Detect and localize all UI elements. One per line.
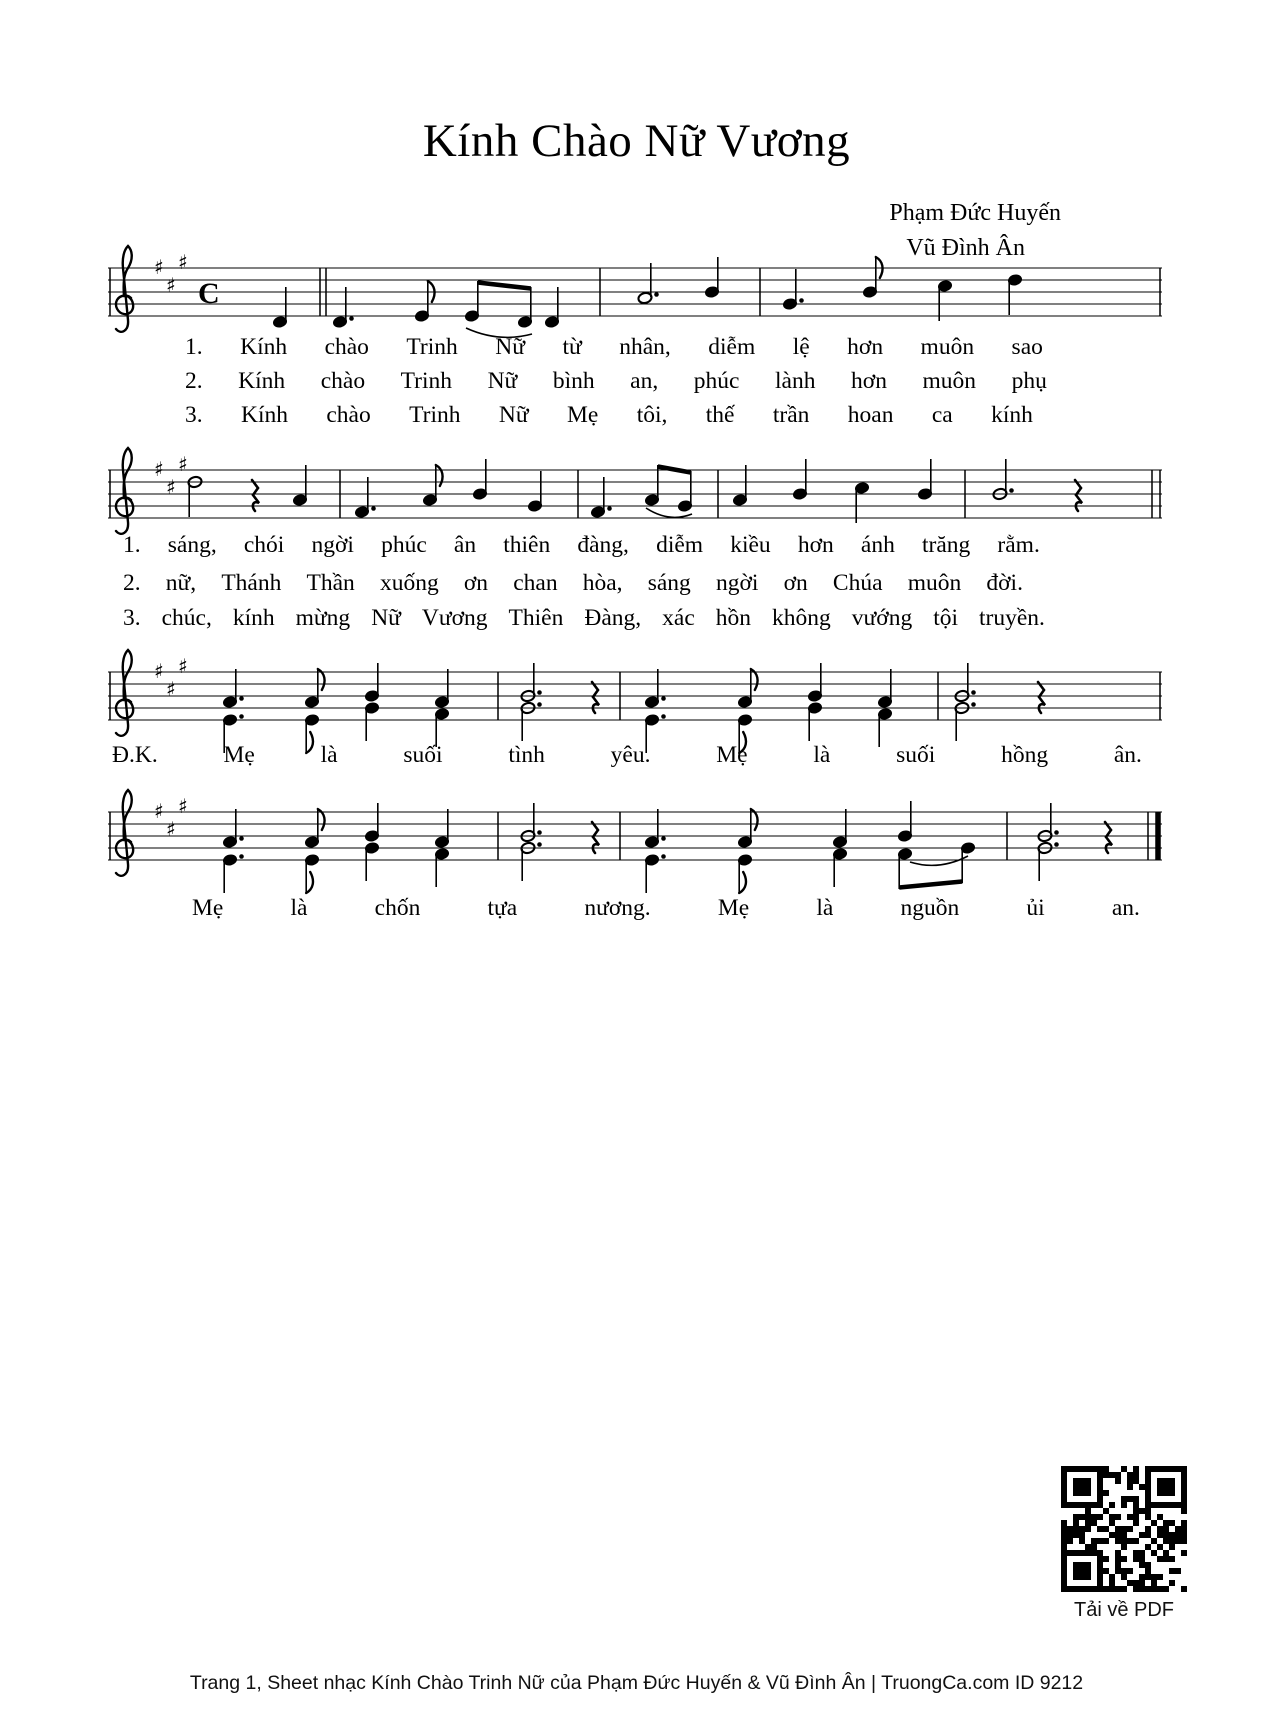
- lyric-word: muôn: [922, 368, 977, 394]
- lyric-word: chúc,: [161, 605, 212, 631]
- lyric-word: lệ: [792, 334, 810, 360]
- svg-text:♯: ♯: [166, 677, 176, 701]
- lyric-word: vướng: [851, 605, 913, 631]
- composer-1: Phạm Đức Huyến: [889, 200, 1061, 226]
- lyric-word: yêu.: [610, 742, 651, 768]
- lyric-word: Mẹ: [223, 742, 255, 768]
- lyric-word: phúc: [381, 532, 427, 558]
- lyric-word: đời.: [986, 570, 1023, 596]
- svg-text:♯: ♯: [154, 799, 164, 823]
- page-footer: Trang 1, Sheet nhạc Kính Chào Trinh Nữ của Phạm Đức Huyến & Vũ Đình Ân | TruongCa.com ID 9212: [189, 1672, 1084, 1694]
- lyric-word: Vương: [421, 605, 488, 631]
- lyric-word: bình: [552, 368, 595, 394]
- lyric-word: Kính: [238, 368, 286, 394]
- lyric-word: nguồn: [900, 895, 960, 921]
- lyric-word: Thánh: [221, 570, 282, 596]
- lyric-word: xác: [662, 605, 695, 631]
- lyric-word: kính: [991, 402, 1033, 428]
- lyric-word: Kính: [241, 402, 288, 428]
- lyric-word: suối: [896, 742, 936, 768]
- lyric-word: nữ,: [165, 570, 197, 596]
- lyric-word: chan: [513, 570, 558, 596]
- lyric-word: là: [320, 742, 338, 768]
- lyric-word: tình: [508, 742, 545, 768]
- lyric-word: rằm.: [997, 532, 1040, 558]
- lyric-word: Kính: [240, 334, 288, 360]
- lyric-word: an.: [1111, 895, 1140, 921]
- lyric-word: thế: [705, 402, 735, 428]
- lyric-word: phúc: [693, 368, 740, 394]
- lyric-word: diễm: [708, 334, 756, 360]
- verse-number: 1.: [185, 334, 203, 360]
- lyric-word: xuống: [379, 570, 439, 596]
- lyric-word: ngời: [311, 532, 354, 558]
- svg-text:♯: ♯: [166, 273, 176, 297]
- lyric-word: ơn: [783, 570, 808, 596]
- lyric-word: nhân,: [619, 334, 671, 360]
- lyric-word: chói: [243, 532, 285, 558]
- lyric-word: ca: [931, 402, 953, 428]
- lyric-word: ngời: [715, 570, 759, 596]
- verse-number: 3.: [123, 605, 141, 631]
- lyric-word: tội: [933, 605, 959, 631]
- lyric-word: muôn: [920, 334, 975, 360]
- lyric-word: ủi: [1026, 895, 1045, 921]
- lyric-word: chào: [320, 368, 366, 394]
- lyric-word: hoan: [847, 402, 894, 428]
- verse-number: Đ.K.: [112, 742, 158, 768]
- lyric-word: Trinh: [400, 368, 453, 394]
- lyric-word: ân.: [1113, 742, 1142, 768]
- svg-text:♯: ♯: [154, 659, 164, 683]
- lyric-word: Đàng,: [584, 605, 642, 631]
- lyric-word: là: [290, 895, 308, 921]
- lyric-word: tôi,: [636, 402, 668, 428]
- lyric-word: thiên: [503, 532, 551, 558]
- composer-2: Vũ Đình Ân: [906, 235, 1025, 261]
- lyric-word: Trinh: [406, 334, 458, 360]
- lyric-word: là: [816, 895, 834, 921]
- verse-number: 2.: [185, 368, 203, 394]
- lyric-word: phụ: [1011, 368, 1047, 394]
- svg-text:♯: ♯: [178, 794, 188, 818]
- lyric-word: Nữ: [371, 605, 401, 631]
- lyric-word: trăng: [921, 532, 971, 558]
- svg-text:♯: ♯: [178, 452, 188, 476]
- lyric-word: kiều: [730, 532, 771, 558]
- svg-text:♯: ♯: [178, 250, 188, 274]
- svg-text:♯: ♯: [166, 817, 176, 841]
- lyric-line: [123, 570, 1023, 597]
- lyric-word: Nữ: [487, 368, 518, 394]
- lyric-word: Mẹ: [566, 402, 599, 428]
- lyric-word: trần: [772, 402, 810, 428]
- lyric-word: muôn: [907, 570, 962, 596]
- lyric-word: an,: [630, 368, 659, 394]
- lyric-line: [185, 402, 1033, 429]
- lyric-word: chào: [324, 334, 369, 360]
- lyric-word: nương.: [584, 895, 651, 921]
- lyric-word: từ: [562, 334, 582, 360]
- lyric-word: Chúa: [832, 570, 883, 596]
- lyric-word: Thần: [306, 570, 355, 596]
- lyric-word: suối: [403, 742, 443, 768]
- qr-code[interactable]: [1061, 1466, 1187, 1592]
- lyric-word: mừng: [295, 605, 351, 631]
- lyric-word: Trinh: [409, 402, 461, 428]
- qr-pdf-download[interactable]: [1060, 1466, 1188, 1622]
- lyric-word: không: [772, 605, 831, 631]
- lyric-word: sáng,: [167, 532, 217, 558]
- lyric-word: đàng,: [577, 532, 629, 558]
- svg-text:♯: ♯: [178, 654, 188, 678]
- verse-number: 2.: [123, 570, 141, 596]
- lyric-word: lành: [775, 368, 816, 394]
- verse-number: 3.: [185, 402, 203, 428]
- lyric-word: Mẹ: [717, 895, 750, 921]
- lyric-word: kính: [232, 605, 275, 631]
- lyric-word: chào: [326, 402, 371, 428]
- lyric-word: chốn: [374, 895, 421, 921]
- svg-text:C: C: [198, 277, 220, 310]
- lyric-word: hòa,: [582, 570, 623, 596]
- lyric-word: sao: [1011, 334, 1043, 360]
- svg-text:♯: ♯: [154, 457, 164, 481]
- lyric-word: diễm: [656, 532, 704, 558]
- lyric-word: hơn: [851, 368, 887, 394]
- lyric-word: tựa: [487, 895, 518, 921]
- lyric-word: truyền.: [979, 605, 1045, 631]
- svg-text:♯: ♯: [154, 255, 164, 279]
- lyric-word: Nữ: [495, 334, 525, 360]
- lyric-word: ân: [453, 532, 477, 558]
- lyric-word: ơn: [463, 570, 489, 596]
- page-title: Kính Chào Nữ Vương: [422, 115, 851, 167]
- lyric-line: [123, 532, 1040, 559]
- lyric-word: hồng: [1001, 742, 1049, 768]
- lyric-line: [112, 742, 1142, 769]
- lyric-word: là: [813, 742, 831, 768]
- pdf-download-label[interactable]: Tải về PDF: [1073, 1599, 1175, 1621]
- verse-number: 1.: [123, 532, 141, 558]
- svg-text:♯: ♯: [166, 475, 176, 499]
- lyric-word: Thiên: [508, 605, 564, 631]
- lyric-word: sáng: [647, 570, 691, 596]
- lyric-word: hồn: [715, 605, 752, 631]
- lyric-word: ánh: [860, 532, 895, 558]
- lyric-line: [185, 368, 1047, 395]
- lyric-word: hơn: [797, 532, 834, 558]
- lyric-word: hơn: [847, 334, 884, 360]
- lyric-word: Mẹ: [716, 742, 748, 768]
- lyric-word: Nữ: [498, 402, 529, 428]
- lyric-line: [192, 895, 1140, 922]
- lyric-word: Mẹ: [192, 895, 224, 921]
- lyric-line: [123, 605, 1045, 632]
- lyric-line: [185, 334, 1043, 361]
